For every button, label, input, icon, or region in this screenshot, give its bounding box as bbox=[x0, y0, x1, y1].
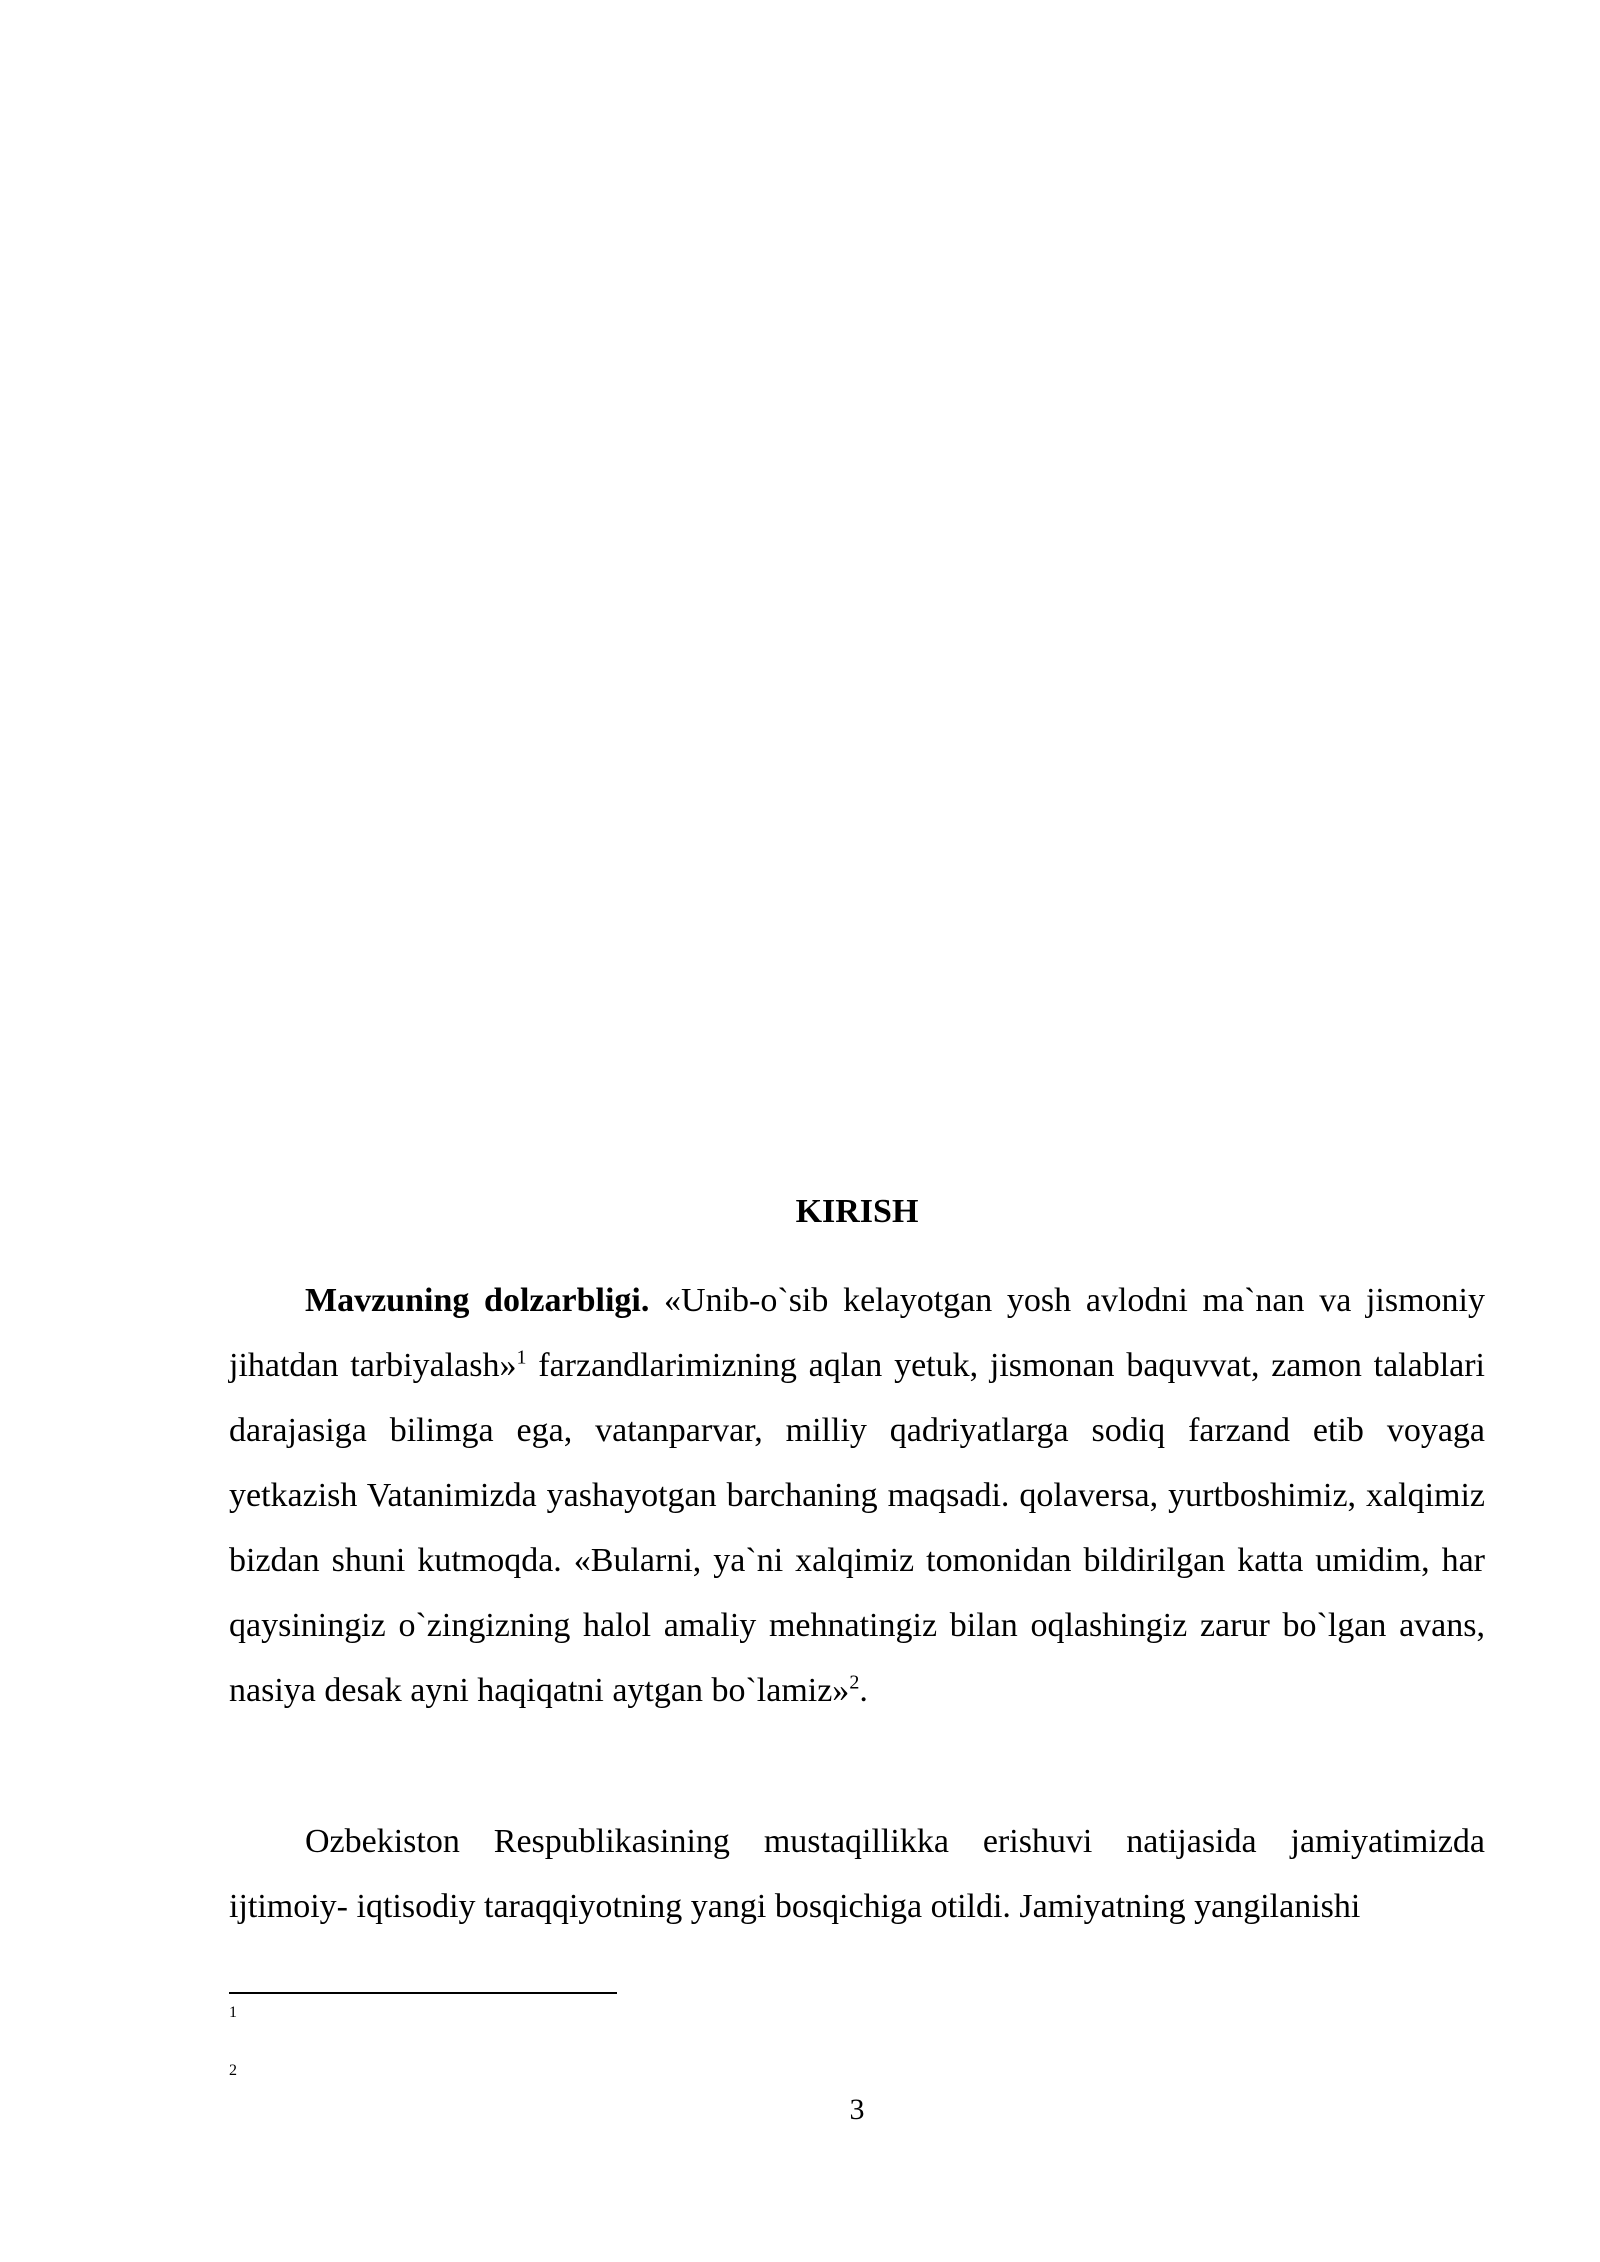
paragraph-independence bbox=[229, 1809, 1485, 1939]
paragraph-lead: Mavzuning dolzarbligi. bbox=[305, 1282, 650, 1319]
paragraph-text: farzandlarimizning aqlan yetuk, jismonan baquvvat, zamon talablari darajasiga bilimga ega, vatanparvar, milliy qadriyatlarga sodiq farzand etib voyaga yetkazish Vatanimizda yashayotgan barchaning maqsadi. qolaversa, yurtboshimiz, xalqimiz bizdan shuni kutmoqda. «Bularni, ya`ni xalqimiz tomonidan bildirilgan katta umidim, har qaysiningiz o`zingizning halol amaliy mehnatingiz bilan oqlashingiz zarur bo`lgan avans, nasiya desak ayni haqiqatni aytgan bo`lamiz» bbox=[229, 1347, 1485, 1709]
section-heading: KIRISH bbox=[795, 1193, 919, 1230]
paragraph-text: . bbox=[859, 1672, 868, 1709]
footnote-separator bbox=[229, 1992, 617, 1994]
footnote-ref-1[interactable]: 1 bbox=[516, 1346, 527, 1369]
footnote-ref-2[interactable]: 2 bbox=[849, 1671, 860, 1694]
paragraph-text: «Unib-o`sib kelayotgan yosh avlodni ma`nan va jismoniy jihatdan tarbiyalash» bbox=[229, 1282, 1485, 1384]
paragraph-relevance bbox=[229, 1268, 1485, 1723]
paragraph-text: Ozbekiston Respublikasining mustaqillikka erishuvi natijasida jamiyatimizda ijtimoiy- iqtisodiy taraqqiyotning yangi bosqichiga otildi. Jamiyatning yangilanishi bbox=[229, 1823, 1485, 1925]
page-number: 3 bbox=[849, 2093, 865, 2126]
footnote-1: 1 bbox=[229, 2004, 237, 2021]
footnote-2: 2 bbox=[229, 2062, 237, 2079]
